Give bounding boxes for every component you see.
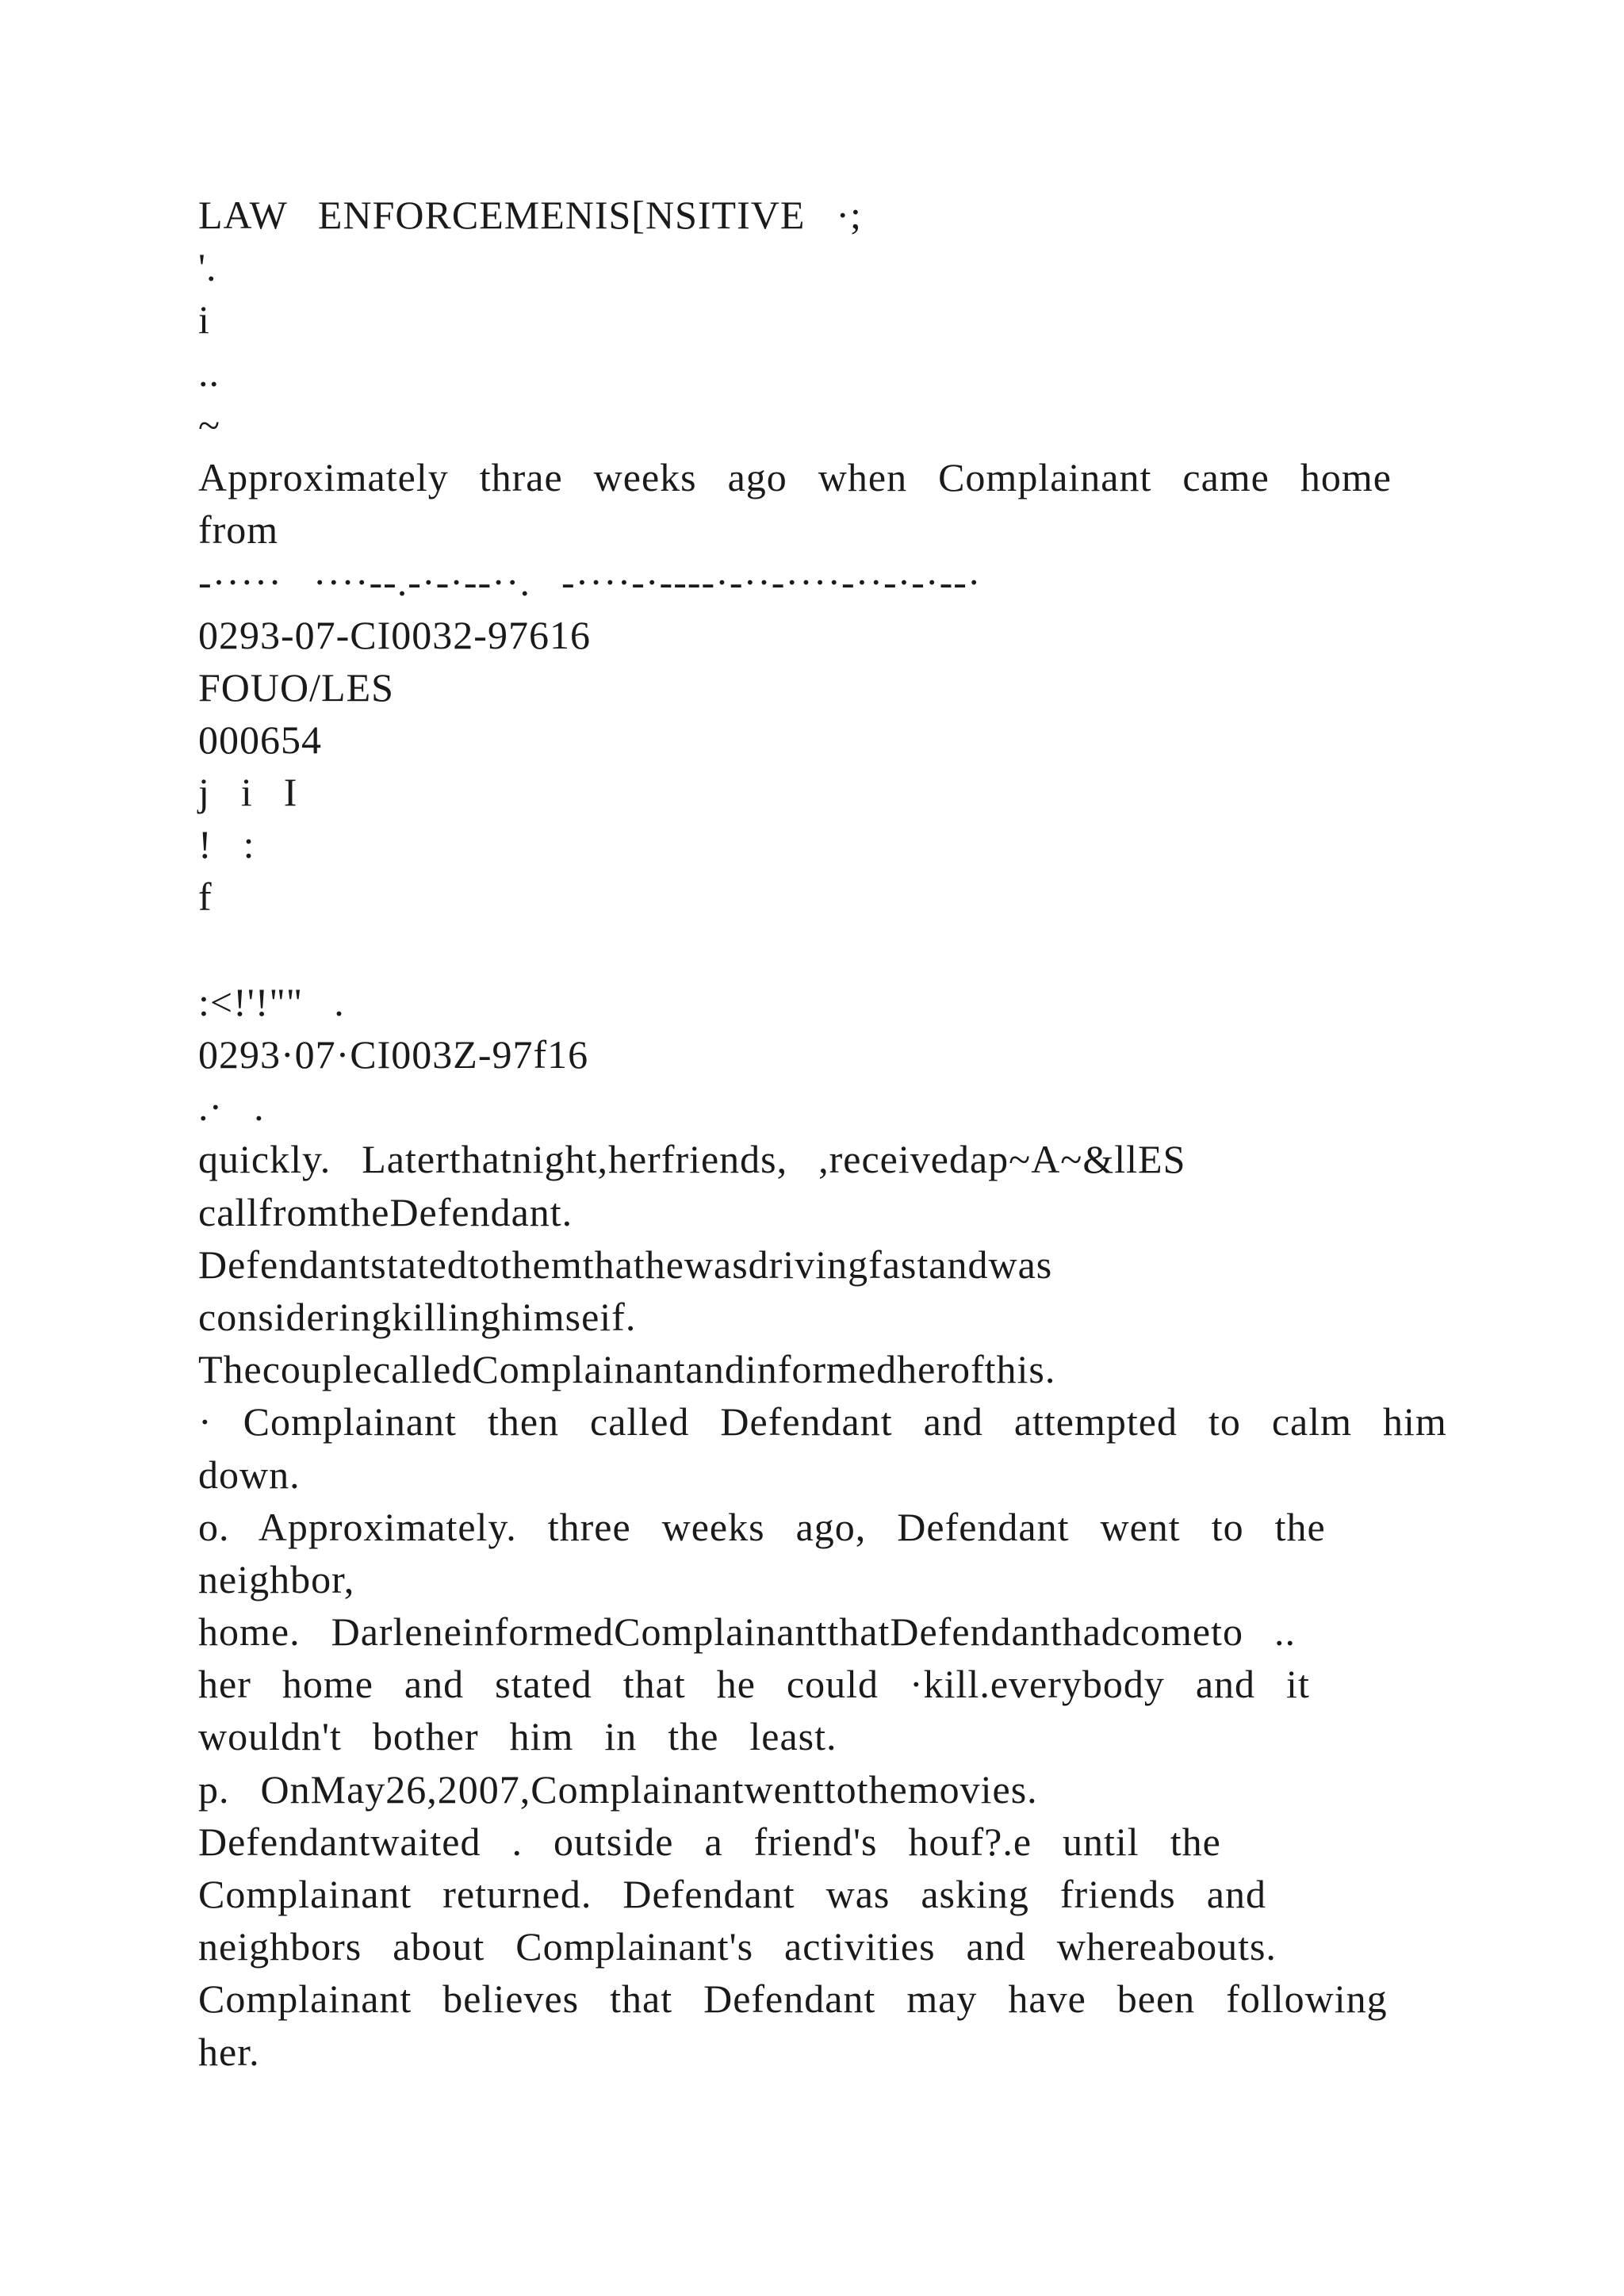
paragraph-line: ThecouplecalledComplainantandinformedherofthis.: [198, 1347, 1056, 1392]
paragraph-line: Defendantstatedtothemthathewasdrivingfastandwas: [198, 1242, 1053, 1287]
noise-line: -····· ····--.-·-·--··. -····-·----·-··-····-··-·-·--·: [198, 560, 982, 605]
text-line: ..: [198, 350, 220, 395]
header-line: LAW ENFORCEMENIS[NSITIVE ·;: [198, 193, 862, 237]
text-line: :<!'!"" .: [198, 979, 345, 1024]
text-line: Approximately thrae weeks ago when Complainant came home: [198, 454, 1392, 499]
text-line: ~: [198, 402, 221, 447]
paragraph-line: p. OnMay26,2007,Complainantwenttothemovies.: [198, 1766, 1038, 1812]
document-id: 0293-07-CI0032-97616: [198, 612, 591, 657]
paragraph-line: Defendantwaited . outside a friend's houf?.e until the: [198, 1819, 1221, 1864]
text-line: .· .: [198, 1085, 265, 1130]
text-line: '.: [198, 245, 217, 290]
paragraph-line: her home and stated that he could ·kill.everybody and it: [198, 1662, 1310, 1707]
paragraph-line: Complainant returned. Defendant was asking friends and: [198, 1872, 1266, 1916]
text-line: j i I: [198, 770, 298, 815]
document-body: [198, 189, 1507, 2078]
paragraph-line: consideringkillinghimseif.: [198, 1294, 637, 1339]
paragraph-line: quickly. Laterthatnight,herfriends, ,receivedap~A~&llES: [198, 1137, 1186, 1182]
text-line: f: [198, 874, 213, 920]
blank-line: [198, 924, 1507, 976]
paragraph-line: Complainant believes that Defendant may have been following: [198, 1976, 1388, 2022]
text-line: i: [198, 297, 210, 342]
paragraph-line: home. DarleneinformedComplainantthatDefendanthadcometo ..: [198, 1609, 1296, 1655]
text-line: from: [198, 507, 279, 553]
paragraph-line: · Complainant then called Defendant and attempted to calm him: [198, 1399, 1447, 1445]
page-number: 000654: [198, 717, 322, 762]
classification-label: FOUO/LES: [198, 664, 394, 710]
paragraph-line: neighbors about Complainant's activities and whereabouts.: [198, 1924, 1277, 1969]
paragraph-line: down.: [198, 1452, 301, 1497]
document-id: 0293·07·CI003Z-97f16: [198, 1032, 589, 1077]
paragraph-line: neighbor,: [198, 1556, 355, 1601]
text-line: ! :: [198, 822, 255, 867]
paragraph-line: callfromtheDefendant.: [198, 1189, 573, 1234]
paragraph-line: wouldn't bother him in the least.: [198, 1714, 837, 1759]
paragraph-line: o. Approximately. three weeks ago, Defendant went to the: [198, 1504, 1326, 1549]
paragraph-line: her.: [198, 2029, 260, 2074]
